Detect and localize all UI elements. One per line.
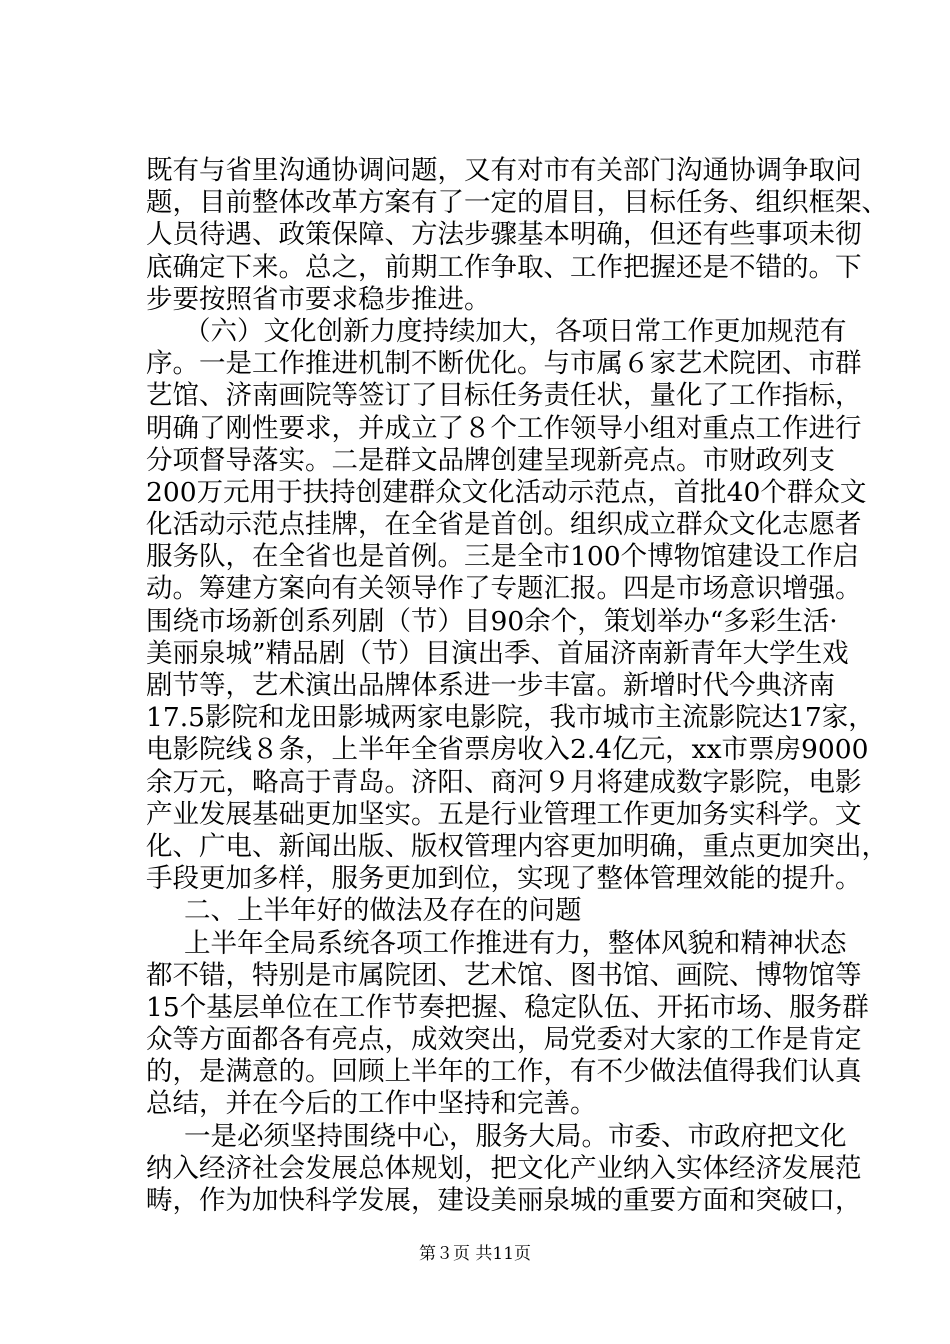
text-line: 分 项 督 导 落 实 。 二 是 群 文 品 牌 创 建 呈 现 新 亮 点 。 市 财 政 列 支 [146,444,835,476]
text-line [146,895,811,927]
text-line [146,284,811,316]
text-line: 既 有 与 省 里 沟 通 协 调 问 题 ， 又 有 对 市 有 关 部 门 沟 通 协 调 争 取 问 [146,155,862,186]
text-line: 上 半 年 全 局 系 统 各 项 工 作 推 进 有 力 ， 整 体 风 貌 和 精 神 状 态 [184,927,847,959]
text-line: 底 确 定 下 来 。 总 之 ， 前 期 工 作 争 取 、 工 作 把 握 还 是 不 错 的 。 下 [146,251,862,283]
text-line: 化 、 广 电 、 新 闻 出 版 、 版 权 管 理 内 容 更 加 明 确 ， 重 点 更 加 突 出 ， [146,830,888,862]
text-line: 产 业 发 展 基 础 更 加 坚 实 。 五 是 行 业 管 理 工 作 更 加 务 实 科 学 。 文 [146,798,862,830]
text-line: 电 影 院 线 ８ 条 ， 上 半 年 全 省 票 房 收 入 2.4 亿 元 ， xx 市 票 房 9000 [146,734,869,766]
text-line-content: 步要按照省市要求稳步推进。 [146,283,491,315]
text-line: 的 ， 是 满 意 的 。 回 顾 上 半 年 的 工 作 ， 有 不 少 做 法 值 得 我 们 认 真 [146,1056,862,1088]
text-line-content: 二、上半年好的做法及存在的问题 [184,895,582,927]
text-line: 美 丽 泉 城 ” 精 品 剧 （ 节 ） 目 演 出 季 、 首 届 济 南 新 青 年 大 学 生 戏 [146,637,849,669]
text-line: 15 个 基 层 单 位 在 工 作 节 奏 把 握 、 稳 定 队 伍 、 开 拓 市 场 、 服 务 群 [146,991,869,1023]
text-line: 明 确 了 刚 性 要 求 ， 并 成 立 了 ８ 个 工 作 领 导 小 组 对 重 点 工 作 进 行 [146,412,862,444]
text-line-content: 手段更加多样，服务更加到位，实现了整体管理效能的提升。 [146,863,862,895]
text-line: 剧 节 等 ， 艺 术 演 出 品 牌 体 系 进 一 步 丰 富 。 新 增 时 代 今 典 济 南 [146,670,835,701]
text-line: 题 ， 目 前 整 体 改 革 方 案 有 了 一 定 的 眉 目 ， 目 标 任 务 、 组 织 框 架 、 [146,187,888,219]
text-line: 一 是 必 须 坚 持 围 绕 中 心 ， 服 务 大 局 。 市 委 、 市 政 府 把 文 化 [184,1120,847,1152]
text-line: 化 活 动 示 范 点 挂 牌 ， 在 全 省 是 首 创 。 组 织 成 立 群 众 文 化 志 愿 者 [146,509,862,541]
text-line: 畴 ， 作 为 加 快 科 学 发 展 ， 建 设 美 丽 泉 城 的 重 要 方 面 和 突 破 口 ， [146,1185,862,1216]
text-line: 17.5 影 院 和 龙 田 影 城 两 家 电 影 院 ， 我 市 城 市 主 流 影 院 达 17 家 ， [146,702,875,734]
text-line: （ 六 ） 文 化 创 新 力 度 持 续 加 大 ， 各 项 日 常 工 作 更 加 规 范 有 [184,315,847,347]
text-line: 艺 馆 、 济 南 画 院 等 签 订 了 目 标 任 务 责 任 状 ， 量 化 了 工 作 指 标 ， [146,380,862,412]
document-body [146,155,888,1217]
text-line [146,1088,811,1120]
text-line: 200 万 元 用 于 扶 持 创 建 群 众 文 化 活 动 示 范 点 ， 首 批 40 个 群 众 文 [146,476,867,508]
text-line: 人 员 待 遇 、 政 策 保 障 、 方 法 步 骤 基 本 明 确 ， 但 还 有 些 事 项 未 彻 [146,219,862,251]
text-line: 序 。 一 是 工 作 推 进 机 制 不 断 优 化 。 与 市 属 ６ 家 艺 术 院 团 、 市 群 [146,348,862,380]
text-line: 纳 入 经 济 社 会 发 展 总 体 规 划 ， 把 文 化 产 业 纳 入 实 体 经 济 发 展 范 [146,1152,862,1184]
text-line [146,863,862,895]
text-line: 服 务 队 ， 在 全 省 也 是 首 例 。 三 是 全 市 100 个 博 物 馆 建 设 工 作 启 [146,541,860,573]
text-line-content: 总结，并在今后的工作中坚持和完善。 [146,1088,597,1120]
text-line: 余 万 元 ， 略 高 于 青 岛 。 济 阳 、 商 河 ９ 月 将 建 成 数 字 影 院 ， 电 影 [146,766,862,798]
text-line: 都 不 错 ， 特 别 是 市 属 院 团 、 艺 术 馆 、 图 书 馆 、 画 院 、 博 物 馆 等 [146,959,862,991]
text-line: 动 。 筹 建 方 案 向 有 关 领 导 作 了 专 题 汇 报 。 四 是 市 场 意 识 增 强 。 [146,573,862,605]
text-line: 围 绕 市 场 新 创 系 列 剧 （ 节 ） 目 90 余 个 ， 策 划 举 办 “ 多 彩 生 活 · [146,605,838,637]
page-footer: 第３页 共11页 [418,1244,532,1264]
text-line: 众 等 方 面 都 各 有 亮 点 ， 成 效 突 出 ， 局 党 委 对 大 家 的 工 作 是 肯 定 [146,1024,862,1056]
